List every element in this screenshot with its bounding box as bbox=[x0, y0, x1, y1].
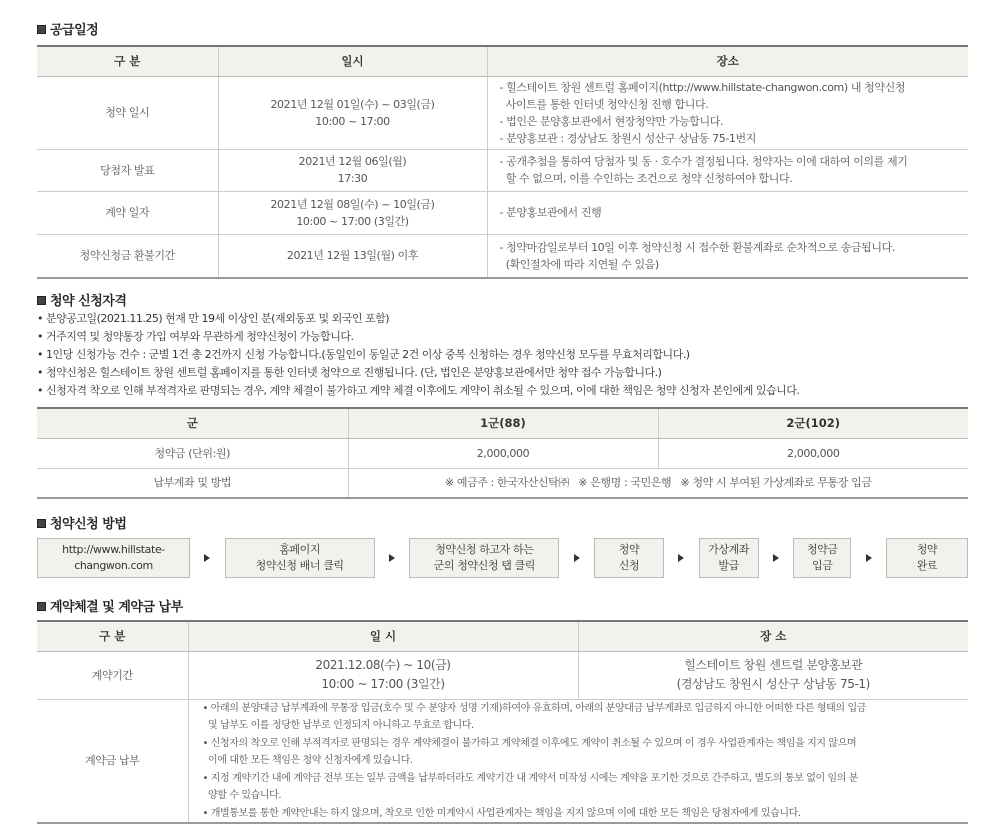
section-title-contract: 계약체결 및 계약금 납부 bbox=[37, 596, 183, 615]
place-line: - 공개추첨을 통하여 당첨자 및 동 · 호수가 결정됩니다. 청약자는 이에 대하여 이의를 제기 bbox=[499, 155, 908, 168]
row-label: 계약 일자 bbox=[37, 191, 218, 234]
deposit-value: 2,000,000 bbox=[348, 438, 658, 468]
header-place: 장 소 bbox=[578, 621, 968, 651]
date-line: 10:00 ~ 17:00 bbox=[315, 114, 390, 128]
arrow-right-icon bbox=[389, 554, 395, 562]
step-text: 입금 bbox=[812, 559, 833, 572]
payment-note-line: • 개별통보를 통한 계약안내는 하지 않으며, 착오로 인한 미계약시 사업관계자는 책임을 지지 않으며 이에 대한 모든 책임은 당첨자에게 있습니다. bbox=[202, 807, 801, 819]
table-row bbox=[37, 149, 968, 191]
step-text: 청약신청 하고자 하는 bbox=[435, 543, 534, 556]
date-line: 10:00 ~ 17:00 (3일간) bbox=[321, 677, 445, 691]
payment-note-line: 양할 수 있습니다. bbox=[202, 790, 282, 801]
section-title-supply: 공급일정 bbox=[37, 19, 98, 38]
row-label: 청약금 (단위:원) bbox=[37, 438, 348, 468]
place-line: - 힐스테이트 창원 센트럴 홈페이지(http://www.hillstate-changwon.com) 내 청약신청 bbox=[499, 80, 906, 94]
period-place bbox=[578, 651, 968, 699]
arrow-right-icon bbox=[678, 554, 684, 562]
step-text: http://www.hillstate- bbox=[62, 543, 165, 556]
place-line: - 청약마감일로부터 10일 이후 청약신청 시 접수한 환불계좌로 순차적으로 송금됩니다. bbox=[499, 240, 895, 254]
contract-table bbox=[37, 620, 968, 824]
payment-notes bbox=[188, 699, 968, 823]
table-row bbox=[37, 191, 968, 234]
place-line: 힐스테이트 창원 센트럴 분양홍보관 bbox=[684, 658, 863, 672]
place-line: - 분양홍보관에서 진행 bbox=[499, 206, 602, 219]
payment-note-line: 및 납부도 이를 정당한 납부로 인정되지 아니하고 무효로 합니다. bbox=[202, 720, 474, 731]
row-place bbox=[487, 191, 968, 234]
row-label: 청약신청금 환불기간 bbox=[37, 234, 218, 278]
row-date bbox=[218, 76, 487, 149]
header-category: 구 분 bbox=[37, 46, 218, 76]
application-flow bbox=[37, 538, 968, 578]
divider bbox=[37, 822, 968, 823]
row-label: 납부계좌 및 방법 bbox=[37, 468, 348, 498]
date-line: 2021년 12월 08일(수) ~ 10일(금) bbox=[270, 197, 435, 211]
square-bullet-icon bbox=[37, 25, 46, 34]
table-row bbox=[37, 651, 968, 699]
supply-schedule-table bbox=[37, 45, 968, 279]
step-text: 청약 bbox=[618, 543, 640, 556]
header-group: 군 bbox=[37, 408, 348, 438]
step-text: 가상계좌 bbox=[708, 543, 750, 556]
section-title-method: 청약신청 방법 bbox=[37, 513, 126, 532]
arrow-right-icon bbox=[866, 554, 872, 562]
qualification-list bbox=[37, 310, 799, 400]
step-text: 완료 bbox=[916, 559, 938, 572]
header-date: 일시 bbox=[218, 46, 487, 76]
list-item: • 신청자격 착오로 인해 부적격자로 판명되는 경우, 계약 체결이 불가하고 계약 체결 이후에도 계약이 취소될 수 있으며, 이에 대한 책임은 청약 신청자 본인에게 있습니다. bbox=[37, 384, 800, 397]
row-label: 청약 일시 bbox=[37, 76, 218, 149]
arrow-right-icon bbox=[773, 554, 779, 562]
table-row bbox=[37, 438, 968, 468]
flow-step bbox=[225, 538, 375, 578]
row-place bbox=[487, 149, 968, 191]
header-group-2: 2군(102) bbox=[658, 408, 968, 438]
list-item: • 분양공고일(2021.11.25) 현재 만 19세 이상인 분(재외동포 및 외국인 포함) bbox=[37, 312, 389, 325]
row-place bbox=[487, 76, 968, 149]
table-row bbox=[37, 234, 968, 278]
header-date: 일 시 bbox=[188, 621, 578, 651]
date-line: 17:30 bbox=[337, 172, 368, 185]
date-line: 2021.12.08(수) ~ 10(금) bbox=[315, 658, 451, 672]
header-group-1: 1군(88) bbox=[348, 408, 658, 438]
flow-step bbox=[37, 538, 190, 578]
square-bullet-icon bbox=[37, 602, 46, 611]
payment-note-line: • 신청자의 착오로 인해 부적격자로 판명되는 경우 계약체결이 불가하고 계약체결 이후에도 계약이 취소될 수 있으며 이 경우 사업관계자는 책임을 지지 않으며 bbox=[202, 737, 857, 749]
deposit-table bbox=[37, 407, 968, 499]
flow-step bbox=[699, 538, 759, 578]
date-line: 2021년 12월 13일(월) 이후 bbox=[286, 249, 419, 263]
table-row bbox=[37, 699, 968, 823]
row-place bbox=[487, 234, 968, 278]
step-text: changwon.com bbox=[74, 559, 153, 572]
square-bullet-icon bbox=[37, 296, 46, 305]
payment-note-line: • 지정 계약기간 내에 계약금 전부 또는 일부 금액을 납부하더라도 계약기간 내 계약서 미작성 시에는 계약을 포기한 것으로 간주하고, 별도의 통보 없이 임의 분 bbox=[202, 772, 859, 784]
place-line: 사이트를 통한 인터넷 청약신청 진행 합니다. bbox=[499, 97, 709, 111]
header-place: 장소 bbox=[487, 46, 968, 76]
account-info: ※ 예금주 : 한국자산신탁㈜ ※ 은행명 : 국민은행 ※ 청약 시 부여된 가상계좌로 무통장 입금 bbox=[348, 468, 968, 498]
payment-note-line: 이에 대한 모든 책임은 청약 신청자에게 있습니다. bbox=[202, 755, 413, 766]
step-text: 신청 bbox=[618, 559, 640, 572]
flow-step bbox=[409, 538, 559, 578]
row-label: 계약기간 bbox=[37, 651, 188, 699]
table-row bbox=[37, 76, 968, 149]
place-line: - 법인은 분양홍보관에서 현장청약만 가능합니다. bbox=[499, 114, 724, 128]
step-text: 청약신청 배너 클릭 bbox=[255, 559, 344, 572]
flow-step bbox=[886, 538, 968, 578]
list-item: • 청약신청은 힐스테이트 창원 센트럴 홈페이지를 통한 인터넷 청약으로 진행됩니다. (단, 법인은 분양홍보관에서만 청약 접수 가능합니다.) bbox=[37, 366, 662, 379]
list-item: • 1인당 신청가능 건수 : 군별 1건 총 2건까지 신청 가능합니다.(동일인이 동일군 2건 이상 중복 신청하는 경우 청약신청 모두를 무효처리합니다.) bbox=[37, 348, 690, 361]
place-line: - 분양홍보관 : 경상남도 창원시 성산구 상남동 75-1번지 bbox=[499, 131, 756, 145]
step-text: 청약금 bbox=[806, 543, 838, 556]
period-date bbox=[188, 651, 578, 699]
date-line: 10:00 ~ 17:00 (3일간) bbox=[296, 214, 409, 228]
header-category: 구 분 bbox=[37, 621, 188, 651]
square-bullet-icon bbox=[37, 519, 46, 528]
step-text: 군의 청약신청 탭 클릭 bbox=[433, 559, 535, 572]
step-text: 발급 bbox=[718, 559, 739, 572]
row-date bbox=[218, 234, 487, 278]
arrow-right-icon bbox=[204, 554, 210, 562]
step-text: 청약 bbox=[916, 543, 938, 556]
arrow-right-icon bbox=[574, 554, 580, 562]
flow-step bbox=[594, 538, 664, 578]
row-date bbox=[218, 149, 487, 191]
place-line: (경상남도 창원시 성산구 상남동 75-1) bbox=[676, 677, 870, 691]
deposit-value: 2,000,000 bbox=[658, 438, 968, 468]
section-title-qualification: 청약 신청자격 bbox=[37, 290, 126, 309]
list-item: • 거주지역 및 청약통장 가입 여부와 무관하게 청약신청이 가능합니다. bbox=[37, 330, 354, 343]
table-row bbox=[37, 468, 968, 498]
step-text: 홈페이지 bbox=[279, 543, 321, 556]
date-line: 2021년 12월 01일(수) ~ 03일(금) bbox=[270, 97, 435, 111]
flow-step bbox=[793, 538, 851, 578]
payment-note-line: • 아래의 분양대금 납부계좌에 무통장 입금(호수 및 수 분양자 성명 기재)하여야 유효하며, 아래의 분양대금 납부계좌로 입금하지 아니한 어떠한 다른 형태의 입금 bbox=[202, 702, 866, 714]
row-label: 당첨자 발표 bbox=[37, 149, 218, 191]
row-date bbox=[218, 191, 487, 234]
place-line: (확인절차에 따라 지연될 수 있음) bbox=[499, 257, 659, 271]
place-line: 할 수 없으며, 이를 수인하는 조건으로 청약 신청하여야 합니다. bbox=[499, 172, 793, 185]
row-label: 계약금 납부 bbox=[37, 699, 188, 823]
date-line: 2021년 12월 06일(월) bbox=[298, 155, 407, 168]
